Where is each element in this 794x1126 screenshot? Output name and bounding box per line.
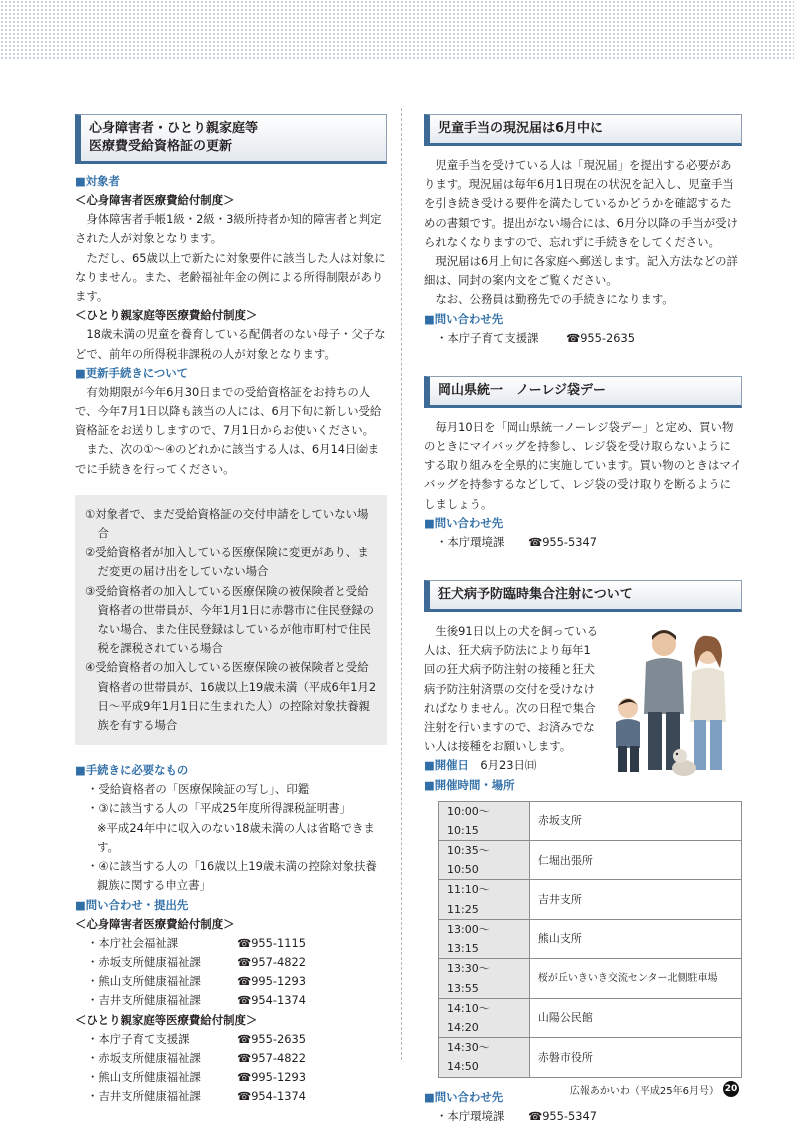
contact-tel: ☎955-2635 [566,330,636,345]
page-number: 20 [723,1081,739,1097]
condition-item: ①対象者で、まだ受給資格証の交付申請をしていない場合 [85,506,369,541]
table-row [439,801,742,840]
contact-tel: ☎955-5347 [528,534,598,549]
contact-dept: ・赤坂支所健康福祉課 [87,1050,201,1065]
needs-item: ・③に該当する人の「平成25年度所得課税証明書」 [87,801,351,816]
contact-tel: ☎954-1374 [237,1089,307,1104]
contact-tel: ☎957-4822 [237,954,307,969]
contact-dept: ・本庁社会福祉課 [87,935,179,950]
contact-tel: ☎957-4822 [237,1050,307,1065]
header-dot-band [0,0,794,60]
contact-row [75,1068,387,1087]
contact-bracket-1: ＜心身障害者医療費給付制度＞ [75,916,235,931]
schedule-time: 14:30～14:50 [439,1038,530,1077]
target-heading: ■ 対象者 [75,172,387,191]
contact-tel: ☎955-1115 [237,935,307,950]
contact-row [75,991,387,1010]
right-column [424,114,742,1126]
renew-heading: ■ 更新手続きについて [75,364,387,383]
schedule-time: 10:00～10:15 [439,801,530,840]
needs-item: ・④に該当する人の「16歳以上19歳未満の控除対象扶養親族に関する申立書」 [87,859,377,893]
contact-tel: ☎955-5347 [528,1108,598,1123]
title-line-1: 心身障害者・ひとり親家庭等 [89,121,259,136]
title-line-2: 医療費受給資格証の更新 [89,139,233,154]
page-footer [570,1081,739,1097]
contact-row [75,1030,387,1049]
paragraph-4: 有効期限が今年6月30日までの受給資格証をお持ちの人で、今年7月1日以降も該当の人には、6月下旬に新しい受給資格証をお送りしますので、7月1日からお使いください。 [75,384,382,438]
contact-dept: ・本庁子育て支援課 [87,1031,190,1046]
bracket-single-parent: ＜ひとり親家庭等医療費給付制度＞ [75,308,258,323]
no-bag-contact-heading: ■ 問い合わせ先 [424,514,742,533]
contact-heading: ■ 問い合わせ・提出先 [75,896,387,915]
schedule-place: 赤磐市役所 [529,1038,741,1077]
table-row [439,919,742,958]
schedule-place: 山陽公民館 [529,998,741,1037]
schedule-time: 11:10～11:25 [439,880,530,919]
paragraph-5: また、次の①～④のどれかに該当する人は、6月14日㈮までに手続きを行ってください。 [75,442,380,476]
contact-dept: ・熊山支所健康福祉課 [87,1070,201,1085]
contact-dept: ・熊山支所健康福祉課 [87,974,201,989]
condition-item: ②受給資格者が加入している医療保険に変更があり、まだ変更の届け出をしていない場合 [85,545,369,579]
contact-tel: ☎995-1293 [237,974,307,989]
needs-item: ・受給資格者の「医療保険証の写し」、印鑑 [87,782,310,797]
rabies-time-heading: ■ 開催時間・場所 [424,776,742,795]
left-column [75,114,387,1107]
contact-row [75,953,387,972]
schedule-place: 桜が丘いきいき交流センター北側駐車場 [529,959,741,998]
rabies-p1: 生後91日以上の犬を飼っている人は、狂犬病予防法により毎年1回の狂犬病予防注射の接種と狂犬病予防注射済票の交付を受けなければなりません。次の日程で集合注射を行いますので、お済みでない人は接種をお願いします。 [424,624,598,754]
family-with-dog-illustration [602,622,752,782]
paragraph-3: 18歳未満の児童を養育している配偶者のない母子・父子などで、前年の所得税非課税の人が対象となります。 [75,327,386,361]
condition-item: ④受給資格者の加入している医療保険の被保険者と受給資格者の世帯員が、16歳以上19歳未満（平成6年1月2日～平成9年1月1日に生まれた人）の控除対象扶養親族を有する場合 [85,660,377,733]
contact-tel: ☎954-1374 [237,993,307,1008]
medical-cert-title [75,114,387,164]
publication-name: 広報あかいわ（平成25年6月号） [569,1085,719,1097]
needs-note: ※平成24年中に収入のない18歳未満の人は省略できます。 [97,820,375,854]
schedule-place: 熊山支所 [529,919,741,958]
paragraph-1: 身体障害者手帳1級・2級・3級所持者か知的障害者と判定された人が対象となります。 [75,212,382,246]
child-allowance-p1: 児童手当を受けている人は「現況届」を提出する必要があります。現況届は毎年6月1日現在の状況を記入し、児童手当を引き続き受ける要件を満たしているかどうかを確認するための書類です。提出がない場合には、6月分以降の手当が受けられなくなりますので、忘れずに手続きをしてください。 [424,158,738,249]
rabies-date: 6月23日㈰ [480,758,537,773]
contact-dept: ・赤坂支所健康福祉課 [87,954,201,969]
contact-bracket-2: ＜ひとり親家庭等医療費給付制度＞ [75,1012,258,1027]
rabies-title: 狂犬病予防臨時集合注射について [424,580,742,612]
contact-row [424,533,742,552]
child-allowance-title: 児童手当の現況届は6月中に [424,114,742,146]
schedule-time: 13:30～13:55 [439,959,530,998]
rabies-schedule-table [438,801,742,1078]
child-allowance-p2: 現況届は6月上旬に各家庭へ郵送します。記入方法などの詳細は、同封の案内文をご覧ください。 [424,254,738,288]
contact-dept: ・本庁環境課 [436,1108,505,1123]
table-row [439,959,742,998]
contact-dept: ・本庁子育て支援課 [436,330,539,345]
child-allowance-p3: なお、公務員は勤務先での手続きになります。 [435,292,674,307]
table-row [439,841,742,880]
contact-dept: ・吉井支所健康福祉課 [87,993,201,1008]
schedule-place: 仁堀出張所 [529,841,741,880]
no-bag-day-title: 岡山県統一 ノーレジ袋デー [424,376,742,408]
paragraph-2: ただし、65歳以上で新たに対象要件に該当した人は対象になりません。また、老齢福祉年金の例による所得制限があります。 [75,250,386,304]
needs-heading: ■ 手続きに必要なもの [75,761,387,780]
contact-dept: ・吉井支所健康福祉課 [87,1089,201,1104]
child-allowance-contact-heading: ■ 問い合わせ先 [424,310,742,329]
contact-row [75,972,387,991]
contact-dept: ・本庁環境課 [436,534,505,549]
contact-tel: ☎995-1293 [237,1070,307,1085]
conditions-box [75,495,387,745]
column-divider [401,108,402,1060]
contact-row [75,934,387,953]
schedule-time: 10:35～10:50 [439,841,530,880]
table-row [439,1038,742,1077]
table-row [439,880,742,919]
contact-row [75,1087,387,1106]
no-bag-day-p1: 毎月10日を「岡山県統一ノーレジ袋デー」と定め、買い物のときにマイバッグを持参し、レジ袋を受け取らないようにする取り組みを全県的に実施しています。買い物のときはマイバッグを持参するなどして、レジ袋の受け取りを断るようにしましょう。 [424,419,742,511]
table-row [439,998,742,1037]
condition-item: ③受給資格者の加入している医療保険の被保険者と受給資格者の世帯員が、今年1月1日に赤磐市に住民登録のない場合、また住民登録はしているが他市町村で住民税を課税されている場合 [85,583,375,656]
schedule-time: 14:10～14:20 [439,998,530,1037]
rabies-contact-heading: ■ 問い合わせ先 [424,1088,742,1107]
schedule-time: 13:00～13:15 [439,919,530,958]
bracket-disabled: ＜心身障害者医療費給付制度＞ [75,193,235,207]
contact-row [424,329,742,348]
contact-row [75,1049,387,1068]
rabies-date-heading: ■ 開催日 [424,758,469,772]
schedule-place: 赤坂支所 [529,801,741,840]
schedule-place: 吉井支所 [529,880,741,919]
contact-tel: ☎955-2635 [237,1031,307,1046]
